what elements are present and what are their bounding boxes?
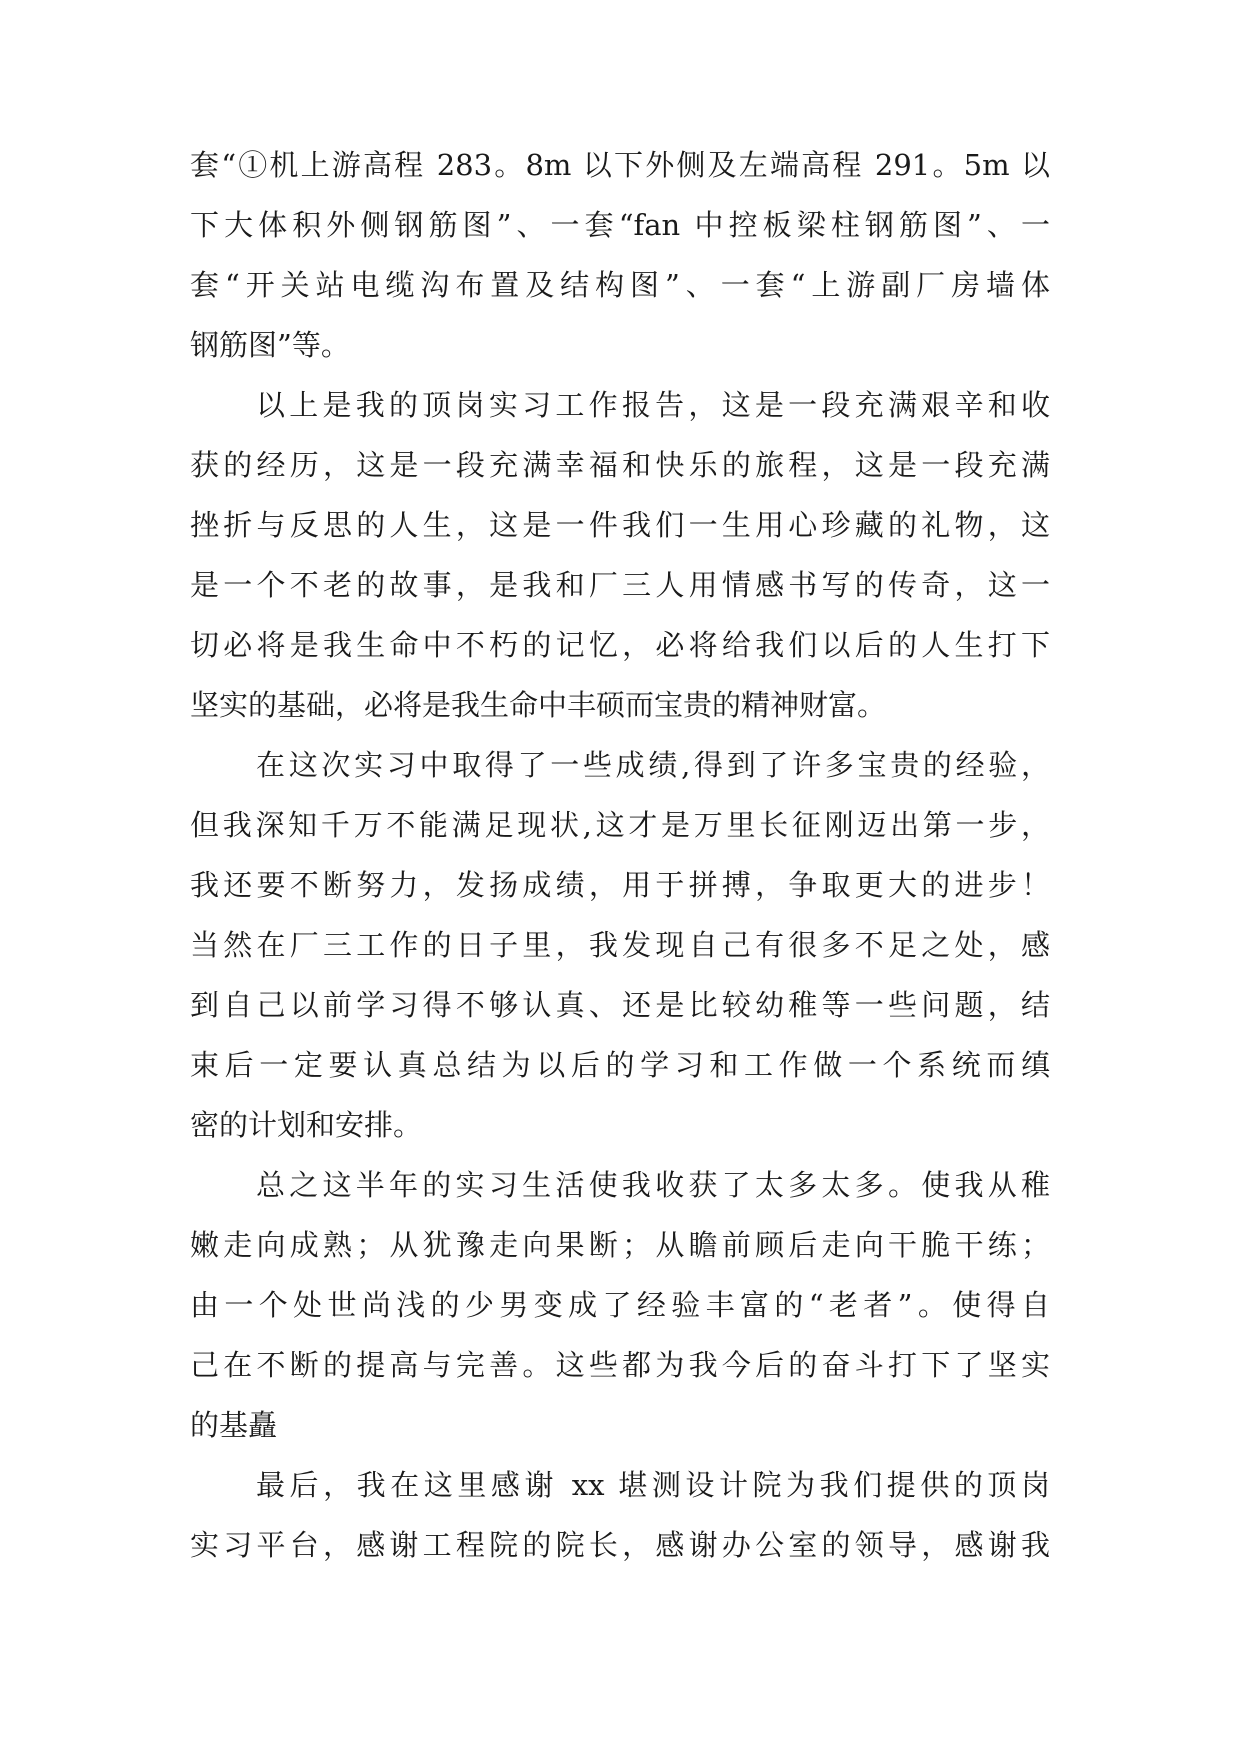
text-line: 下大体积外侧钢筋图”、一套“fan 中控板梁柱钢筋图”、一: [190, 208, 1050, 242]
text-line: 束后一定要认真总结为以后的学习和工作做一个系统而缜: [190, 1048, 1050, 1082]
paragraph-first-line: 在这次实习中取得了一些成绩,得到了许多宝贵的经验，: [256, 748, 1050, 782]
text-line: 当然在厂三工作的日子里，我发现自己有很多不足之处，感: [190, 928, 1050, 962]
text-line: 的基矗: [190, 1408, 278, 1442]
paragraph-first-line: 最后，我在这里感谢 xx 堪测设计院为我们提供的顶岗: [256, 1468, 1050, 1502]
text-line: 套“开关站电缆沟布置及结构图”、一套“上游副厂房墙体: [190, 268, 1050, 302]
text-line: 嫩走向成熟；从犹豫走向果断；从瞻前顾后走向干脆干练；: [190, 1228, 1050, 1262]
text-line: 但我深知千万不能满足现状,这才是万里长征刚迈出第一步，: [190, 808, 1050, 842]
text-line: 套“①机上游高程 283。8m 以下外侧及左端高程 291。5m 以: [190, 148, 1050, 182]
text-line: 由一个处世尚浅的少男变成了经验丰富的“老者”。使得自: [190, 1288, 1050, 1322]
text-line: 实习平台，感谢工程院的院长，感谢办公室的领导，感谢我: [190, 1528, 1050, 1562]
text-line: 挫折与反思的人生，这是一件我们一生用心珍藏的礼物，这: [190, 508, 1050, 542]
text-line: 密的计划和安排。: [190, 1108, 423, 1142]
text-line: 钢筋图”等。: [190, 328, 350, 362]
paragraph-first-line: 总之这半年的实习生活使我收获了太多太多。使我从稚: [256, 1168, 1050, 1202]
text-line: 坚实的基础，必将是我生命中丰硕而宝贵的精神财富。: [190, 688, 887, 722]
text-line: 切必将是我生命中不朽的记忆，必将给我们以后的人生打下: [190, 628, 1050, 662]
text-line: 己在不断的提高与完善。这些都为我今后的奋斗打下了坚实: [190, 1348, 1050, 1382]
text-line: 我还要不断努力，发扬成绩，用于拼搏，争取更大的进步！: [190, 868, 1050, 902]
text-line: 到自己以前学习得不够认真、还是比较幼稚等一些问题，结: [190, 988, 1050, 1022]
paragraph-first-line: 以上是我的顶岗实习工作报告，这是一段充满艰辛和收: [256, 388, 1050, 422]
text-line: 是一个不老的故事，是我和厂三人用情感书写的传奇，这一: [190, 568, 1050, 602]
text-line: 获的经历，这是一段充满幸福和快乐的旅程，这是一段充满: [190, 448, 1050, 482]
